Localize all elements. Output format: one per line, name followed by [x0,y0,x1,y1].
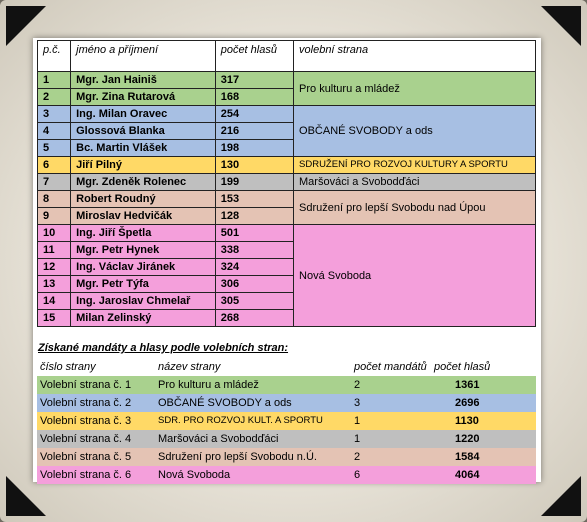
party-cell: Pro kulturu a mládež [294,72,536,106]
cell-votes: 216 [215,123,293,140]
cell-votes: 501 [215,225,293,242]
header-mandates: počet mandátů [354,361,427,373]
cell-votes: 324 [215,259,293,276]
cell-party-name: Sdružení pro lepší Svobodu n.Ú. [158,451,317,463]
cell-votes: 199 [215,174,293,191]
frame-corner-top-right [541,6,581,46]
results-sheet [33,38,541,482]
cell-votes: 317 [215,72,293,89]
cell-name: Ing. Jaroslav Chmelař [71,293,216,310]
cell-votes: 338 [215,242,293,259]
cell-party-name: SDR. PRO ROZVOJ KULT. A SPORTU [158,415,323,426]
cell-num: 4 [38,123,71,140]
cell-mandates: 2 [354,379,361,391]
cell-votes: 2696 [455,397,480,409]
cell-mandates: 3 [354,397,361,409]
cell-party-name: Maršováci a Svobodďáci [158,433,279,445]
cell-mandates: 2 [354,451,361,463]
cell-party-no: Volební strana č. 4 [40,433,132,445]
candidates-header-row [38,41,536,72]
cell-name: Ing. Milan Oravec [71,106,216,123]
summary-row [37,430,536,448]
table-row [38,72,536,89]
cell-party-no: Volební strana č. 3 [40,415,132,427]
cell-num: 2 [38,89,71,106]
summary-row [37,412,536,430]
cell-num: 11 [38,242,71,259]
frame-corner-bottom-right [541,476,581,516]
cell-party-name: Nová Svoboda [158,469,231,481]
cell-votes: 4064 [455,469,480,481]
summary-table [37,358,536,484]
cell-votes: 1220 [455,433,480,445]
cell-name: Glossová Blanka [71,123,216,140]
cell-name: Mgr. Zina Rutarová [71,89,216,106]
cell-num: 12 [38,259,71,276]
cell-party-name: OBČANÉ SVOBODY a ods [158,397,292,409]
cell-name: Bc. Martin Vlášek [71,140,216,157]
summary-row [37,466,536,484]
cell-votes: 254 [215,106,293,123]
summary-row [37,448,536,466]
header-name: jméno a příjmení [71,41,216,72]
party-cell: Sdružení pro lepší Svobodu nad Úpou [294,191,536,225]
summary-row [37,376,536,394]
cell-votes: 305 [215,293,293,310]
header-votes: počet hlasů [434,361,491,373]
cell-num: 13 [38,276,71,293]
cell-num: 3 [38,106,71,123]
cell-votes: 153 [215,191,293,208]
cell-num: 8 [38,191,71,208]
cell-votes: 1584 [455,451,480,463]
summary-header-row [37,358,536,376]
cell-name: Miroslav Hedvičák [71,208,216,225]
cell-num: 1 [38,72,71,89]
table-row [38,191,536,208]
cell-party-no: Volební strana č. 2 [40,397,132,409]
table-row [38,174,536,191]
cell-name: Ing. Václav Jiránek [71,259,216,276]
header-votes: počet hlasů [215,41,293,72]
cell-num: 6 [38,157,71,174]
summary-row [37,394,536,412]
cell-votes: 1361 [455,379,480,391]
cell-name: Mgr. Petr Hynek [71,242,216,259]
cell-num: 10 [38,225,71,242]
cell-party-no: Volební strana č. 1 [40,379,132,391]
candidates-table [37,40,536,327]
header-party-no: číslo strany [40,361,96,373]
cell-votes: 1130 [455,415,479,427]
cell-votes: 128 [215,208,293,225]
table-row [38,225,536,242]
table-row [38,106,536,123]
cell-party-name: Pro kulturu a mládež [158,379,259,391]
cell-party-no: Volební strana č. 5 [40,451,132,463]
cell-name: Jiří Pilný [71,157,216,174]
table-row [38,157,536,174]
cell-num: 14 [38,293,71,310]
cell-votes: 168 [215,89,293,106]
party-cell: OBČANÉ SVOBODY a ods [294,106,536,157]
cell-name: Mgr. Jan Hainiš [71,72,216,89]
cell-num: 5 [38,140,71,157]
cell-name: Mgr. Petr Týfa [71,276,216,293]
party-cell: SDRUŽENÍ PRO ROZVOJ KULTURY A SPORTU [294,157,536,174]
header-party-name: název strany [158,361,221,373]
cell-votes: 130 [215,157,293,174]
summary-title: Získané mandáty a hlasy podle volebních stran: [38,342,289,354]
cell-mandates: 1 [354,415,361,427]
party-cell: Maršováci a Svobodďáci [294,174,536,191]
header-party: volební strana [294,41,536,72]
cell-party-no: Volební strana č. 6 [40,469,132,481]
cell-votes: 198 [215,140,293,157]
cell-votes: 268 [215,310,293,327]
cell-name: Mgr. Zdeněk Rolenec [71,174,216,191]
cell-votes: 306 [215,276,293,293]
cell-num: 9 [38,208,71,225]
cell-name: Milan Zelinský [71,310,216,327]
cell-num: 7 [38,174,71,191]
cell-name: Ing. Jiří Špetla [71,225,216,242]
cell-mandates: 1 [354,433,361,445]
cell-num: 15 [38,310,71,327]
party-cell: Nová Svoboda [294,225,536,327]
cell-name: Robert Roudný [71,191,216,208]
header-num: p.č. [38,41,71,72]
cell-mandates: 6 [354,469,361,481]
